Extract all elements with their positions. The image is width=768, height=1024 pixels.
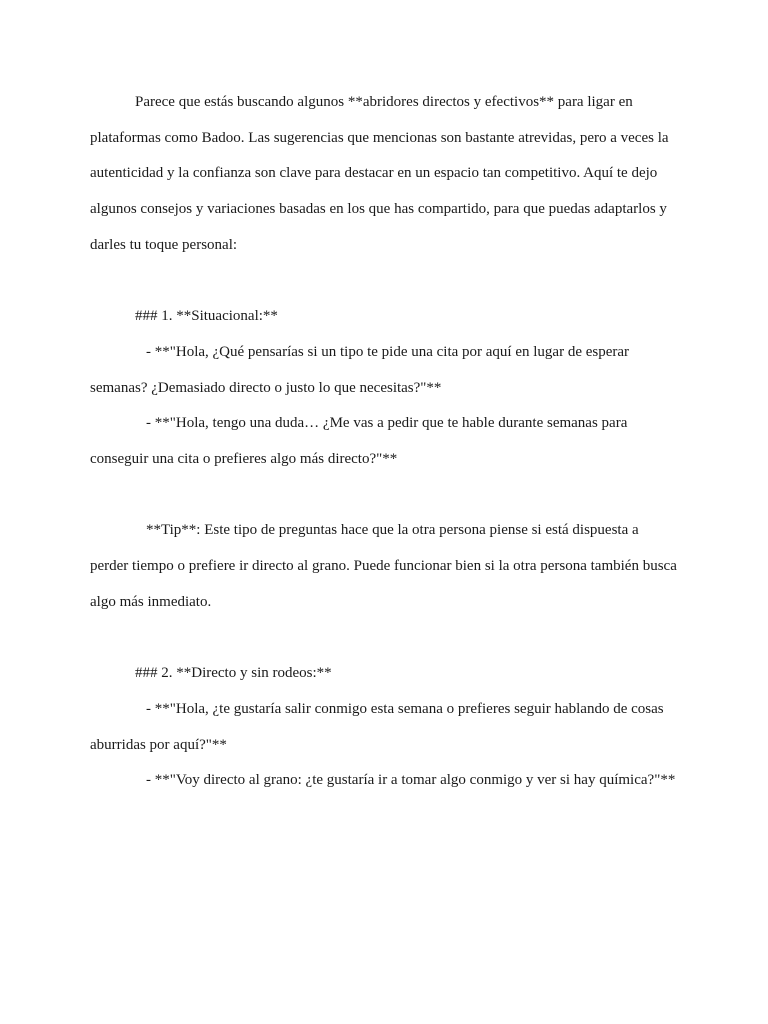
section-2-heading: ### 2. **Directo y sin rodeos:** [135, 665, 332, 682]
section-1-bullet-1: - **"Hola, ¿Qué pensarías si un tipo te pide una cita por aquí en lugar de esperar semanas? ¿Demasiado directo o justo lo que necesitas?"** [90, 343, 630, 396]
section-2-bullet-1: - **"Hola, ¿te gustaría salir conmigo esta semana o prefieres seguir hablando de cosas aburridas por aquí?"** [90, 700, 664, 753]
section-1-tip: **Tip**: Este tipo de preguntas hace que la otra persona piense si está dispuesta a perder tiempo o prefiere ir directo al grano. Puede funcionar bien si la otra persona también busca algo más inmediato. [90, 522, 677, 610]
section-1-heading: ### 1. **Situacional:** [135, 308, 278, 325]
document-page [90, 85, 680, 799]
intro-paragraph: Parece que estás buscando algunos **abridores directos y efectivos** para ligar en plataformas como Badoo. Las sugerencias que mencionas son bastante atrevidas, pero a veces la autenticidad y la confianza son clave para destacar en un espacio tan competitivo. Aquí te dejo algunos consejos y variaciones basadas en los que has compartido, para que puedas adaptarlos y darles tu toque personal: [90, 94, 669, 253]
section-1-bullet-2: - **"Hola, tengo una duda… ¿Me vas a pedir que te hable durante semanas para conseguir una cita o prefieres algo más directo?"** [90, 415, 628, 468]
section-2-bullet-2: - **"Voy directo al grano: ¿te gustaría ir a tomar algo conmigo y ver si hay química?"** [146, 772, 676, 789]
spacer [90, 621, 680, 657]
spacer [90, 478, 680, 514]
spacer [90, 264, 680, 300]
